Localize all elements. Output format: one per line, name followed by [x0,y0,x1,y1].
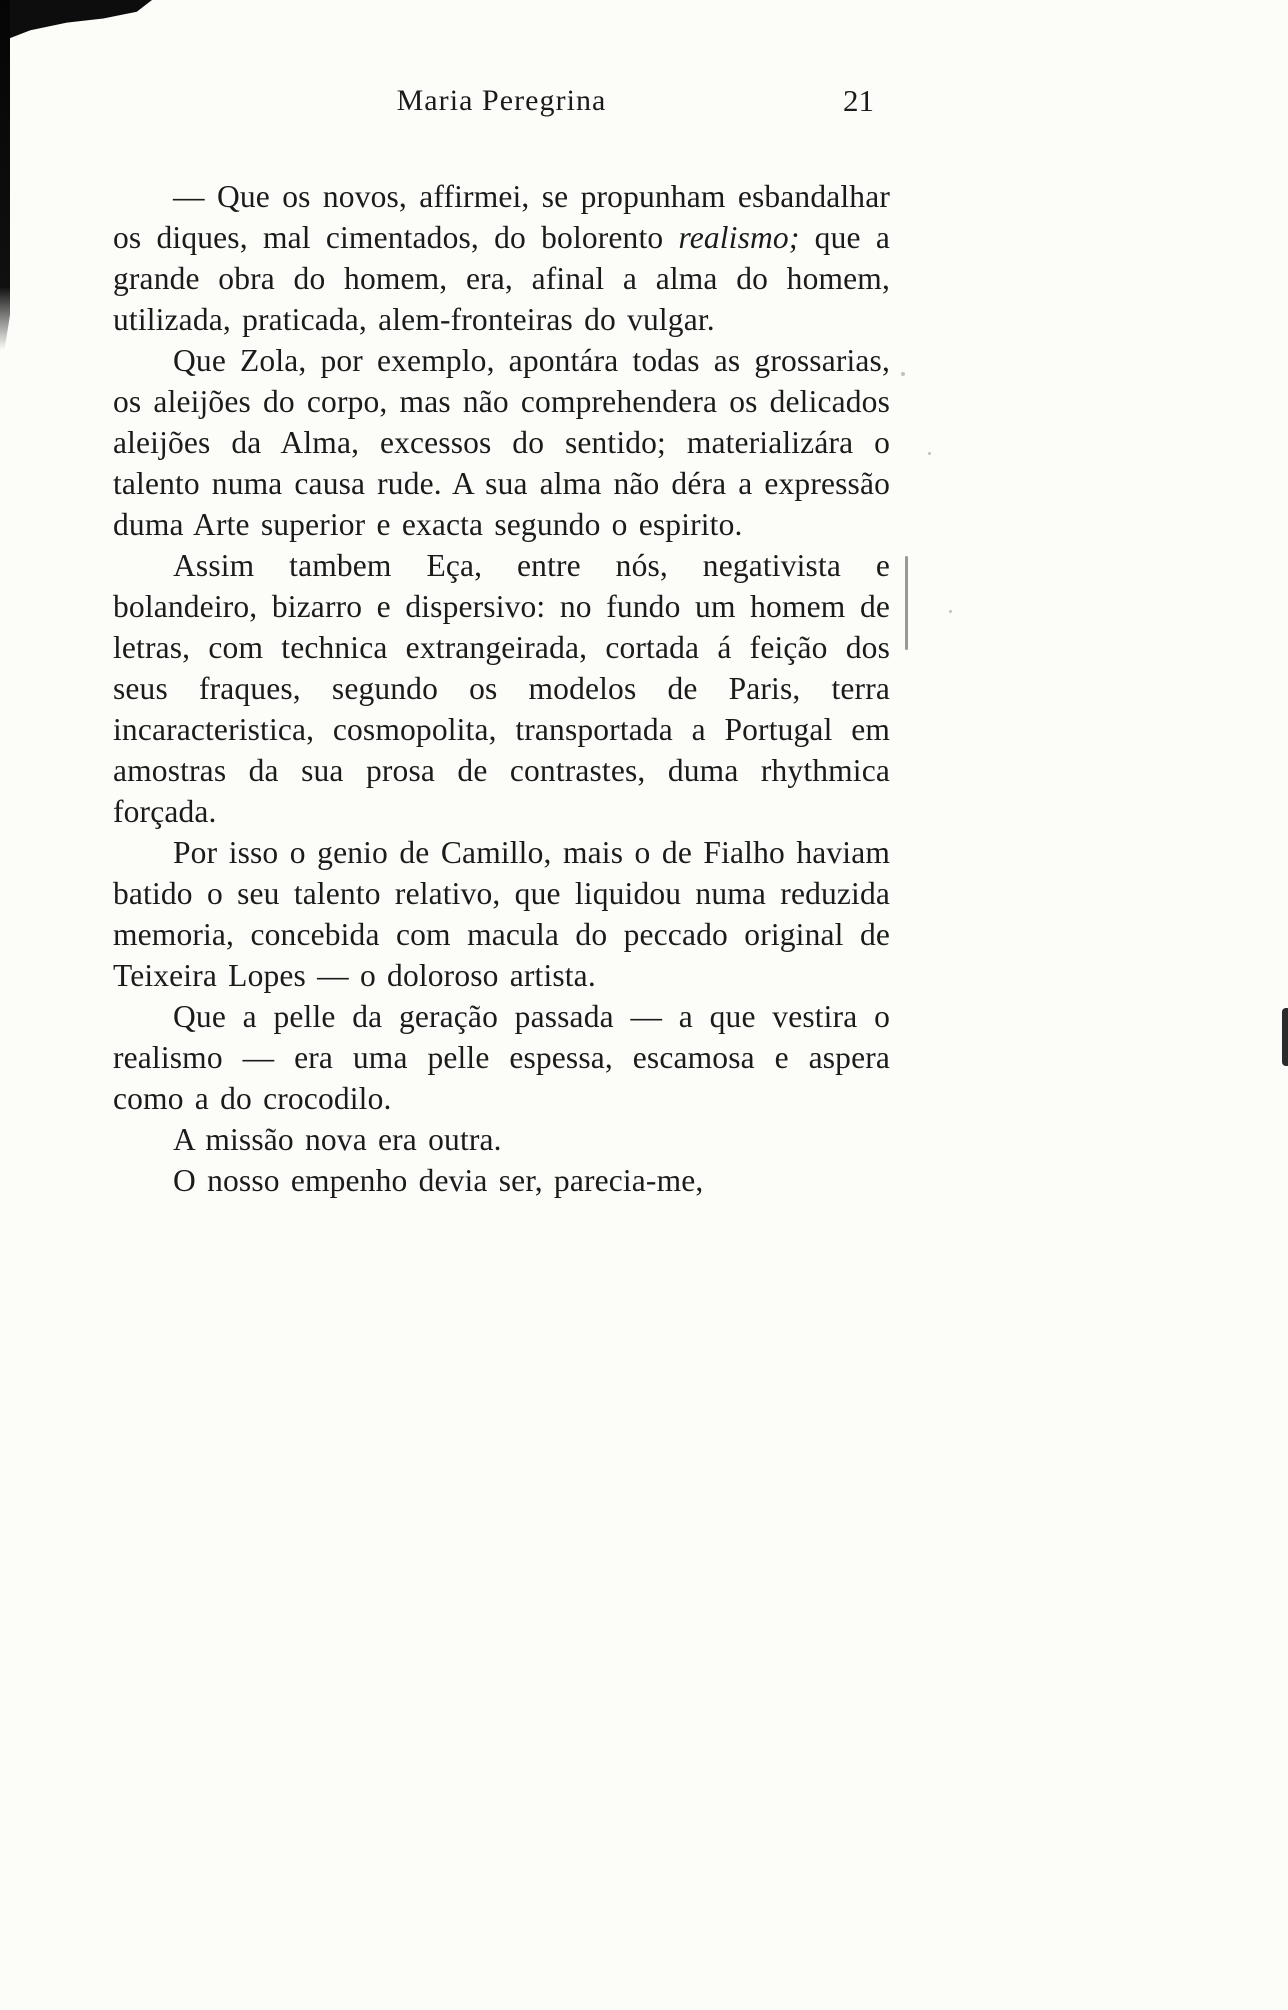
paragraph-1 [113,176,890,340]
page-header [113,80,890,122]
scan-speck [928,452,931,455]
paragraph-text: que a grande obra do homem, era, afinal a alma do homem, utilizada, praticada, alem-fronteiras do vulgar. [113,220,890,337]
body-text [113,176,890,1201]
paragraph-4: Por isso o genio de Camillo, mais o de Fialho haviam batido o seu talento relativo, que liquidou numa reduzida memoria, concebida com macula do peccado original de Teixeira Lopes — o doloroso artista. [113,835,890,993]
running-title: Maria Peregrina [396,84,607,117]
paragraph-5: Que a pelle da geração passada — a que vestira o realismo — era uma pelle espessa, escamosa e aspera como a do crocodilo. [113,999,890,1116]
paragraph-7: O nosso empenho devia ser, parecia-me, [173,1163,704,1198]
italic-term-realismo: realismo; [678,220,800,255]
text-column [113,0,890,1201]
scan-right-edge-artifact [1282,1008,1288,1066]
paragraph-2: Que Zola, por exemplo, apontára todas as grossarias, os aleijões do corpo, mas não comprehendera os delicados aleijões da Alma, excessos do sentido; materializára o talento numa causa rude. A sua alma não déra a expressão duma Arte superior e exacta segundo o espirito. [113,343,890,542]
page-number: 21 [843,83,874,118]
scan-speck [901,372,905,376]
scan-margin-mark [905,556,908,650]
scan-left-edge-artifact [0,0,10,350]
paragraph-6: A missão nova era outra. [173,1122,502,1157]
scan-speck [949,610,952,613]
paragraph-3: Assim tambem Eça, entre nós, negativista e bolandeiro, bizarro e dispersivo: no fundo um homem de letras, com technica extrangeirada, cortada á feição dos seus fraques, segundo os modelos de Paris, terra incaracteristica, cosmopolita, transportada a Portugal em amostras da sua prosa de contrastes, duma rhythmica forçada. [113,548,890,829]
paragraph-text: — Que os novos, affirmei, se propunham esbandalhar os diques, mal cimentados, do bolorento [113,179,890,255]
